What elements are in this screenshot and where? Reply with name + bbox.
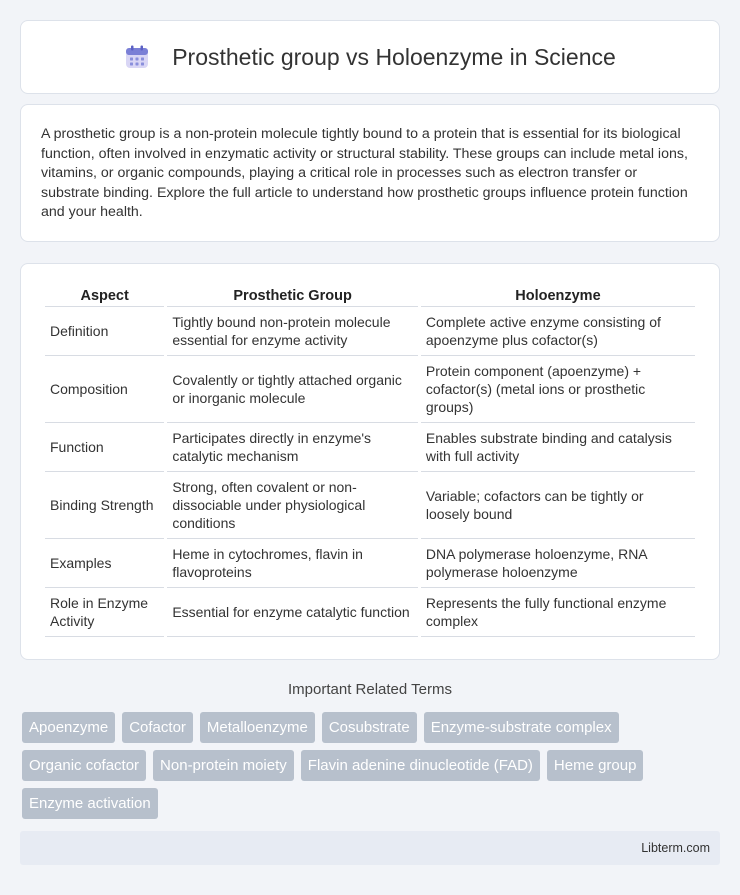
table-header-row (45, 284, 695, 307)
table-cell-prosthetic-group: Heme in cytochromes, flavin in flavoproteins (167, 539, 418, 588)
related-term-tag[interactable]: Heme group (547, 750, 644, 781)
column-header-holoenzyme: Holoenzyme (421, 284, 695, 307)
comparison-table (42, 284, 698, 637)
table-cell-holoenzyme: Variable; cofactors can be tightly or loosely bound (421, 472, 695, 539)
intro-card (20, 104, 720, 242)
related-term-tag[interactable]: Flavin adenine dinucleotide (FAD) (301, 750, 540, 781)
table-row (45, 588, 695, 637)
table-cell-holoenzyme: Represents the fully functional enzyme complex (421, 588, 695, 637)
related-terms-list (22, 712, 702, 826)
related-term-tag[interactable]: Enzyme-substrate complex (424, 712, 619, 743)
table-cell-aspect: Binding Strength (45, 472, 164, 539)
table-cell-holoenzyme: Protein component (apoenzyme) + cofactor(s) (metal ions or prosthetic groups) (421, 356, 695, 423)
calendar-icon (124, 44, 150, 70)
table-cell-prosthetic-group: Participates directly in enzyme's catalytic mechanism (167, 423, 418, 472)
related-term-tag[interactable]: Non-protein moiety (153, 750, 294, 781)
intro-text: A prosthetic group is a non-protein molecule tightly bound to a protein that is essential for its biological function, often involved in enzymatic activity or structural stability. These groups can include metal ions, vitamins, or organic compounds, playing a critical role in processes such as electron transfer or substrate binding. Explore the full article to understand how prosthetic groups influence protein function and your health. (41, 126, 688, 221)
table-row (45, 356, 695, 423)
table-cell-holoenzyme: Enables substrate binding and catalysis with full activity (421, 423, 695, 472)
related-term-tag[interactable]: Cofactor (122, 712, 193, 743)
related-term-tag[interactable]: Apoenzyme (22, 712, 115, 743)
table-cell-prosthetic-group: Strong, often covalent or non-dissociable under physiological conditions (167, 472, 418, 539)
table-row (45, 472, 695, 539)
related-term-tag[interactable]: Enzyme activation (22, 788, 158, 819)
column-header-prosthetic-group: Prosthetic Group (167, 284, 418, 307)
related-term-tag[interactable]: Organic cofactor (22, 750, 146, 781)
footer-link[interactable]: Libterm.com (641, 841, 710, 855)
table-cell-aspect: Definition (45, 307, 164, 356)
table-row (45, 307, 695, 356)
table-row (45, 539, 695, 588)
table-cell-aspect: Examples (45, 539, 164, 588)
table-cell-holoenzyme: DNA polymerase holoenzyme, RNA polymerase holoenzyme (421, 539, 695, 588)
table-cell-aspect: Composition (45, 356, 164, 423)
related-terms-title: Important Related Terms (288, 681, 452, 698)
header-card (20, 20, 720, 94)
footer (20, 831, 720, 865)
table-row (45, 423, 695, 472)
related-term-tag[interactable]: Cosubstrate (322, 712, 417, 743)
table-cell-prosthetic-group: Essential for enzyme catalytic function (167, 588, 418, 637)
table-cell-aspect: Role in Enzyme Activity (45, 588, 164, 637)
table-cell-aspect: Function (45, 423, 164, 472)
related-term-tag[interactable]: Metalloenzyme (200, 712, 315, 743)
page-title: Prosthetic group vs Holoenzyme in Science (172, 43, 616, 70)
table-cell-holoenzyme: Complete active enzyme consisting of apoenzyme plus cofactor(s) (421, 307, 695, 356)
column-header-aspect: Aspect (45, 284, 164, 307)
table-cell-prosthetic-group: Tightly bound non-protein molecule essential for enzyme activity (167, 307, 418, 356)
table-cell-prosthetic-group: Covalently or tightly attached organic or inorganic molecule (167, 356, 418, 423)
comparison-table-card (20, 263, 720, 660)
